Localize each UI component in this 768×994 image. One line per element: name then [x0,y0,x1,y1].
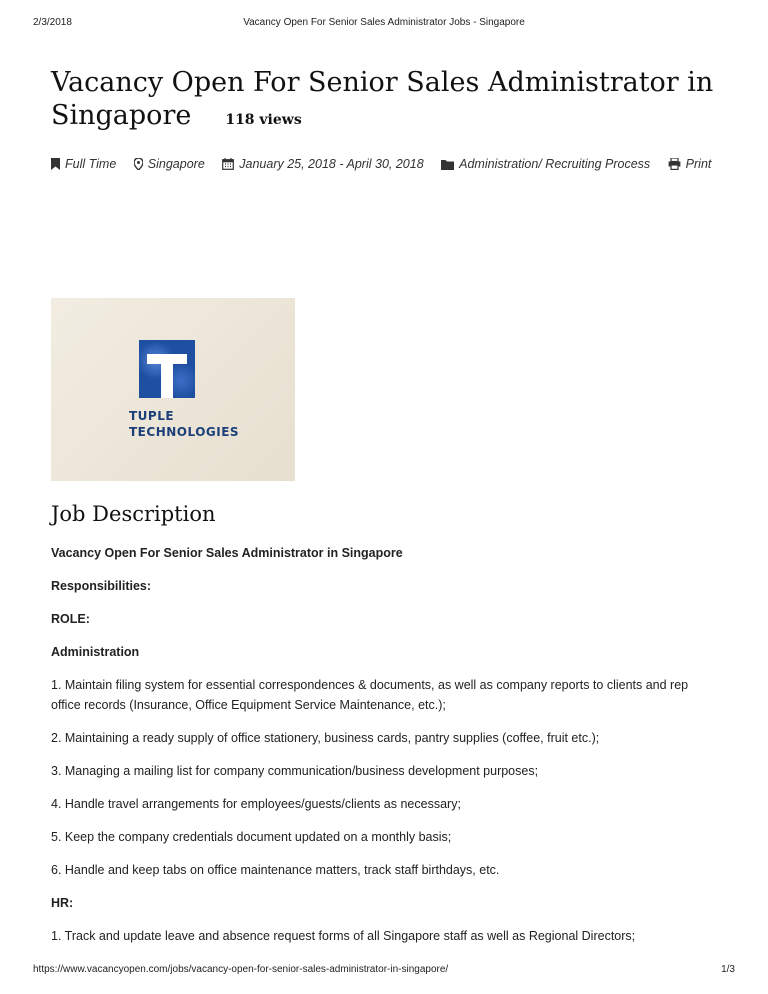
job-type-label: Full Time [65,157,117,171]
print-date: 2/3/2018 [33,17,72,28]
list-item: 6. Handle and keep tabs on office maintenance matters, track staff birthdays, etc. [51,863,500,877]
logo-text-line1: TUPLE [129,409,175,423]
job-description-body [51,543,716,959]
job-title: Vacancy Open For Senior Sales Administrator in Singapore [51,67,714,131]
footer-url: https://www.vacancyopen.com/jobs/vacancy-open-for-senior-sales-administrator-in-singapore/ [33,964,449,975]
logo-text-line2: TECHNOLOGIES [129,425,240,439]
role-heading: ROLE: [51,612,90,626]
administration-heading: Administration [51,645,140,659]
job-location-link[interactable]: Singapore [147,157,205,171]
job-category [441,150,650,178]
job-title-block [51,66,741,137]
job-type [51,150,116,178]
list-item: 1. Track and update leave and absence request forms of all Singapore staff as well as Regional Directors; [51,929,636,943]
job-description-heading: Job Description [51,502,216,526]
job-dates [222,150,423,178]
description-intro: Vacancy Open For Senior Sales Administrator in Singapore [51,546,403,560]
map-pin-icon [134,158,143,170]
company-logo [51,298,295,481]
job-dates-label: January 25, 2018 - April 30, 2018 [239,157,424,171]
hr-heading: HR: [51,896,74,910]
folder-icon [441,159,454,170]
print-page-title: Vacancy Open For Senior Sales Administrator Jobs - Singapore [243,17,525,28]
views-count: 118 views [225,112,302,128]
calendar-icon [222,158,234,170]
logo-t-mark [139,340,195,398]
bookmark-icon [51,158,60,170]
list-item: 5. Keep the company credentials document updated on a monthly basis; [51,830,452,844]
list-item: 3. Managing a mailing list for company communication/business development purposes; [51,764,539,778]
job-category-link[interactable]: Administration/ Recruiting Process [459,157,651,171]
job-meta [51,150,731,178]
printer-icon[interactable] [668,158,681,170]
footer-page-number: 1/3 [721,964,735,975]
list-item: 1. Maintain filing system for essential correspondences & documents, as well as company reports to clients and rep office records (Insurance, Office Equipment Service Maintenance, etc.); [51,678,689,712]
list-item: 2. Maintaining a ready supply of office stationery, business cards, pantry supplies (coffee, fruit etc.); [51,731,600,745]
list-item: 4. Handle travel arrangements for employees/guests/clients as necessary; [51,797,461,811]
print-label[interactable]: Print [685,157,712,171]
responsibilities-heading: Responsibilities: [51,579,152,593]
job-location [134,150,205,178]
print-action[interactable] [668,150,712,178]
